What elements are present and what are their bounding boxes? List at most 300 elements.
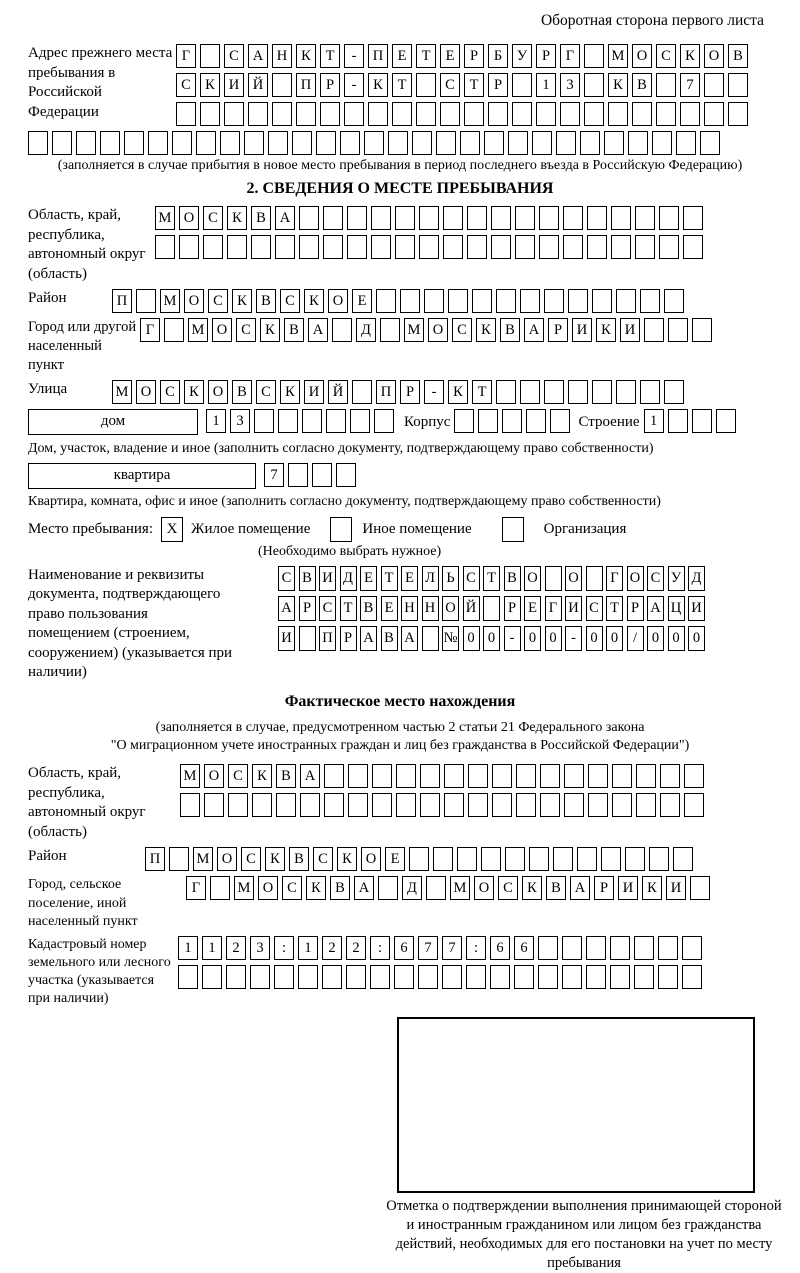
checkbox-organizaciya (502, 517, 524, 542)
char-cell: О (258, 876, 278, 900)
house-type-box: дом (28, 409, 198, 435)
char-cell (690, 876, 710, 900)
char-cell: 2 (346, 936, 366, 960)
char-cell (440, 102, 460, 126)
char-cell (540, 764, 560, 788)
char-cell: Е (385, 847, 405, 871)
char-cell: К (448, 380, 468, 404)
char-cell (300, 793, 320, 817)
char-cell: : (466, 936, 486, 960)
char-cell: М (193, 847, 213, 871)
char-cell (478, 409, 498, 433)
region-lines (155, 206, 703, 259)
char-cell: Т (606, 596, 623, 621)
char-cell: С (647, 566, 664, 591)
char-cell: П (112, 289, 132, 313)
house-row (28, 409, 772, 436)
char-cell: К (608, 73, 628, 97)
char-cell (516, 793, 536, 817)
char-cell: В (632, 73, 652, 97)
char-cell: В (728, 44, 748, 68)
char-cell (380, 318, 400, 342)
char-cell (716, 409, 736, 433)
char-cell: Н (401, 596, 418, 621)
char-cell: 7 (264, 463, 284, 487)
char-cell: В (360, 596, 377, 621)
char-cell (659, 206, 679, 230)
char-cell (444, 793, 464, 817)
char-cell (496, 289, 516, 313)
actual-location-note-1: (заполняется в случае, предусмотренном частью 2 статьи 21 Федерального закона (155, 719, 645, 735)
char-cell: Т (320, 44, 340, 68)
char-cell: О (565, 566, 582, 591)
char-cell (658, 936, 678, 960)
char-cell (424, 289, 444, 313)
char-cell: - (344, 44, 364, 68)
char-cell (673, 847, 693, 871)
city-label: Город или другой населенный пункт (28, 319, 137, 373)
char-cell (136, 289, 156, 313)
char-cell: С (224, 44, 244, 68)
char-cell (442, 965, 462, 989)
char-cell: 3 (560, 73, 580, 97)
char-cell (412, 131, 432, 155)
char-cell: С (463, 566, 480, 591)
char-cell: С (440, 73, 460, 97)
char-cell: И (224, 73, 244, 97)
char-cell (490, 965, 510, 989)
char-cell: А (278, 596, 295, 621)
actual-cadastral-row (28, 936, 772, 1009)
char-cell (692, 409, 712, 433)
char-cell (496, 380, 516, 404)
char-cell (505, 847, 525, 871)
char-cell: С (278, 566, 295, 591)
char-cell (371, 206, 391, 230)
char-cell (324, 764, 344, 788)
confirmation-block (383, 1017, 785, 1273)
char-cell (467, 235, 487, 259)
char-cell: Т (381, 566, 398, 591)
char-cell: К (252, 764, 272, 788)
char-cell: М (155, 206, 175, 230)
char-cell (668, 409, 688, 433)
char-cell: Д (402, 876, 422, 900)
char-cell: Р (400, 380, 420, 404)
char-cell (254, 409, 274, 433)
char-cell (457, 847, 477, 871)
char-cell (409, 847, 429, 871)
char-cell (332, 318, 352, 342)
street-row (28, 380, 772, 404)
char-cell (604, 131, 624, 155)
char-cell (467, 206, 487, 230)
char-cell (512, 102, 532, 126)
char-cell (292, 131, 312, 155)
char-cell: Т (483, 566, 500, 591)
prev-address-line-3 (176, 102, 748, 126)
char-cell: Й (463, 596, 480, 621)
char-cell: Т (472, 380, 492, 404)
char-cell (635, 206, 655, 230)
actual-city-row (28, 876, 772, 931)
char-cell: Ь (442, 566, 459, 591)
char-cell: К (200, 73, 220, 97)
char-cell: Г (176, 44, 196, 68)
char-cell: Е (440, 44, 460, 68)
char-cell (169, 847, 189, 871)
actual-location-note-2: "О миграционном учете иностранных граждан и лиц без гражданства в Российской Федерации") (110, 738, 690, 754)
char-cell: П (296, 73, 316, 97)
document-row (28, 566, 772, 683)
char-cell (250, 965, 270, 989)
house-note: Дом, участок, владение и иное (заполнить согласно документу, подтверждающему право собственности) (28, 440, 654, 456)
char-cell (682, 936, 702, 960)
char-cell: И (278, 626, 295, 651)
actual-district-row (28, 847, 772, 871)
char-cell: 7 (680, 73, 700, 97)
char-cell: № (442, 626, 459, 651)
char-cell: И (572, 318, 592, 342)
apartment-row (28, 463, 772, 489)
char-cell (200, 102, 220, 126)
char-cell: А (360, 626, 377, 651)
char-cell: А (275, 206, 295, 230)
char-cell: Т (416, 44, 436, 68)
char-cell: О (204, 764, 224, 788)
char-cell: Е (401, 566, 418, 591)
char-cell: С (656, 44, 676, 68)
char-cell (178, 965, 198, 989)
char-cell (203, 235, 223, 259)
actual-cadastral-lines (178, 936, 702, 989)
char-cell: К (337, 847, 357, 871)
char-cell: 6 (514, 936, 534, 960)
char-cell: О (212, 318, 232, 342)
char-cell (632, 102, 652, 126)
char-cell: П (368, 44, 388, 68)
char-cell (392, 102, 412, 126)
char-cell (371, 235, 391, 259)
char-cell (577, 847, 597, 871)
char-cell: С (203, 206, 223, 230)
char-cell (556, 131, 576, 155)
char-cell: Н (422, 596, 439, 621)
char-cell (420, 793, 440, 817)
char-cell (659, 235, 679, 259)
char-cell: Й (328, 380, 348, 404)
char-cell (562, 965, 582, 989)
char-cell (288, 463, 308, 487)
char-cell (472, 289, 492, 313)
char-cell (488, 102, 508, 126)
char-cell (227, 235, 247, 259)
char-cell: С (228, 764, 248, 788)
char-cell: В (256, 289, 276, 313)
char-cell (278, 409, 298, 433)
document-label: Наименование и реквизиты документа, подтверждающего право пользования помещением (строением, сооружением) (указывается при наличии) (28, 566, 233, 681)
char-cell: О (208, 380, 228, 404)
char-cell (419, 206, 439, 230)
char-cell: М (234, 876, 254, 900)
char-cell: - (565, 626, 582, 651)
apartment-number-line (264, 463, 356, 487)
char-cell (540, 793, 560, 817)
char-cell (422, 626, 439, 651)
char-cell (640, 380, 660, 404)
document-line-1 (278, 566, 705, 591)
char-cell: В (546, 876, 566, 900)
prev-address-line-1 (176, 44, 748, 68)
char-cell: С (282, 876, 302, 900)
char-cell: О (632, 44, 652, 68)
char-cell: К (596, 318, 616, 342)
document-line-2 (278, 596, 705, 621)
char-cell: В (251, 206, 271, 230)
char-cell: Е (392, 44, 412, 68)
char-cell (664, 380, 684, 404)
char-cell (536, 102, 556, 126)
char-cell (388, 131, 408, 155)
char-cell (420, 764, 440, 788)
char-cell: Н (272, 44, 292, 68)
char-cell (252, 793, 272, 817)
char-cell (644, 318, 664, 342)
char-cell (52, 131, 72, 155)
char-cell (502, 409, 522, 433)
char-cell (322, 965, 342, 989)
char-cell: Е (352, 289, 372, 313)
char-cell: У (668, 566, 685, 591)
actual-city-line (186, 876, 710, 900)
char-cell: Т (464, 73, 484, 97)
char-cell (544, 380, 564, 404)
char-cell: В (330, 876, 350, 900)
char-cell (656, 73, 676, 97)
char-cell: 1 (536, 73, 556, 97)
region-label: Область, край, республика, автономный округ (область) (28, 207, 146, 282)
char-cell (586, 965, 606, 989)
char-cell: 0 (586, 626, 603, 651)
char-cell: Т (392, 73, 412, 97)
char-cell (544, 289, 564, 313)
char-cell (491, 206, 511, 230)
char-cell: Г (545, 596, 562, 621)
char-cell (560, 102, 580, 126)
char-cell (682, 965, 702, 989)
actual-region-line-2 (180, 793, 704, 817)
char-cell (316, 131, 336, 155)
char-cell (350, 409, 370, 433)
char-cell: Г (186, 876, 206, 900)
char-cell (692, 318, 712, 342)
section2-title: 2. СВЕДЕНИЯ О МЕСТЕ ПРЕБЫВАНИЯ (246, 180, 554, 197)
char-cell (680, 102, 700, 126)
char-cell: К (368, 73, 388, 97)
district-row (28, 289, 772, 313)
char-cell: С (319, 596, 336, 621)
char-cell: М (608, 44, 628, 68)
char-cell (76, 131, 96, 155)
char-cell (374, 409, 394, 433)
char-cell (586, 936, 606, 960)
char-cell (433, 847, 453, 871)
char-cell: К (476, 318, 496, 342)
char-cell (587, 235, 607, 259)
char-cell (396, 764, 416, 788)
char-cell (296, 102, 316, 126)
char-cell: П (145, 847, 165, 871)
char-cell (299, 235, 319, 259)
char-cell (376, 289, 396, 313)
char-cell (538, 965, 558, 989)
char-cell (584, 44, 604, 68)
char-cell: М (450, 876, 470, 900)
char-cell: О (442, 596, 459, 621)
char-cell: А (524, 318, 544, 342)
city-row (28, 318, 772, 375)
char-cell (529, 847, 549, 871)
char-cell: Р (488, 73, 508, 97)
house-number-line (206, 409, 394, 433)
char-cell: 7 (418, 936, 438, 960)
char-cell (684, 764, 704, 788)
char-cell (550, 409, 570, 433)
char-cell: Ц (668, 596, 685, 621)
char-cell: С (160, 380, 180, 404)
char-cell: К (296, 44, 316, 68)
char-cell: 3 (230, 409, 250, 433)
char-cell: Д (688, 566, 705, 591)
char-cell (634, 965, 654, 989)
char-cell (608, 102, 628, 126)
char-cell: М (180, 764, 200, 788)
char-cell (656, 102, 676, 126)
char-cell: К (265, 847, 285, 871)
char-cell: С (452, 318, 472, 342)
char-cell: И (688, 596, 705, 621)
char-cell (164, 318, 184, 342)
char-cell (649, 847, 669, 871)
char-cell: 1 (644, 409, 664, 433)
char-cell: С (586, 596, 603, 621)
char-cell: П (376, 380, 396, 404)
char-cell (324, 793, 344, 817)
char-cell (584, 73, 604, 97)
prev-address-line-4 (28, 131, 772, 155)
char-cell (610, 965, 630, 989)
document-line-3 (278, 626, 705, 651)
char-cell: : (370, 936, 390, 960)
char-cell (454, 409, 474, 433)
prev-address-block (28, 44, 772, 126)
char-cell (416, 102, 436, 126)
char-cell (179, 235, 199, 259)
char-cell: К (642, 876, 662, 900)
char-cell: С (256, 380, 276, 404)
char-cell (700, 131, 720, 155)
char-cell (562, 936, 582, 960)
char-cell (226, 965, 246, 989)
stroenie-label: Строение (578, 413, 640, 430)
char-cell (563, 206, 583, 230)
char-cell: О (524, 566, 541, 591)
char-cell: 0 (606, 626, 623, 651)
char-cell (372, 793, 392, 817)
char-cell (588, 764, 608, 788)
char-cell (612, 764, 632, 788)
char-cell: 0 (524, 626, 541, 651)
page-header-note: Оборотная сторона первого листа (540, 12, 764, 29)
char-cell: С (176, 73, 196, 97)
char-cell: В (381, 626, 398, 651)
actual-district-label: Район (28, 848, 67, 865)
char-cell: В (232, 380, 252, 404)
char-cell: С (498, 876, 518, 900)
char-cell: 6 (394, 936, 414, 960)
district-line (112, 289, 684, 313)
option-organizaciya-label: Организация (543, 520, 627, 537)
char-cell: 0 (463, 626, 480, 651)
char-cell: Р (299, 596, 316, 621)
char-cell: Т (340, 596, 357, 621)
actual-cadastral-label: Кадастровый номер земельного или лесного участка (указывается при наличии) (28, 936, 171, 1007)
char-cell (418, 965, 438, 989)
char-cell (610, 936, 630, 960)
char-cell (464, 102, 484, 126)
char-cell (635, 235, 655, 259)
char-cell: О (704, 44, 724, 68)
char-cell (592, 380, 612, 404)
char-cell (298, 965, 318, 989)
char-cell: Р (536, 44, 556, 68)
char-cell (520, 289, 540, 313)
char-cell (640, 289, 660, 313)
actual-region-label: Область, край, республика, автономный округ (область) (28, 765, 146, 840)
char-cell: К (304, 289, 324, 313)
char-cell (538, 936, 558, 960)
char-cell: Е (360, 566, 377, 591)
char-cell (587, 206, 607, 230)
char-cell (210, 876, 230, 900)
char-cell (347, 235, 367, 259)
char-cell (172, 131, 192, 155)
char-cell (323, 235, 343, 259)
char-cell: 1 (202, 936, 222, 960)
char-cell (652, 131, 672, 155)
char-cell: : (274, 936, 294, 960)
actual-cadastral-line-1 (178, 936, 702, 960)
option-inoe-label: Иное помещение (362, 520, 472, 537)
apartment-note: Квартира, комната, офис и иное (заполнить согласно документу, подтверждающему право собственности) (28, 493, 661, 509)
char-cell: 0 (688, 626, 705, 651)
char-cell (416, 73, 436, 97)
char-cell (466, 965, 486, 989)
char-cell: 1 (298, 936, 318, 960)
char-cell (660, 764, 680, 788)
char-cell: К (522, 876, 542, 900)
char-cell (228, 793, 248, 817)
char-cell: С (236, 318, 256, 342)
char-cell (553, 847, 573, 871)
char-cell (176, 102, 196, 126)
char-cell: Д (356, 318, 376, 342)
korpus-label: Корпус (404, 413, 451, 430)
char-cell (224, 102, 244, 126)
char-cell: Р (340, 626, 357, 651)
region-row (28, 206, 772, 284)
checkbox-inoe (330, 517, 352, 542)
